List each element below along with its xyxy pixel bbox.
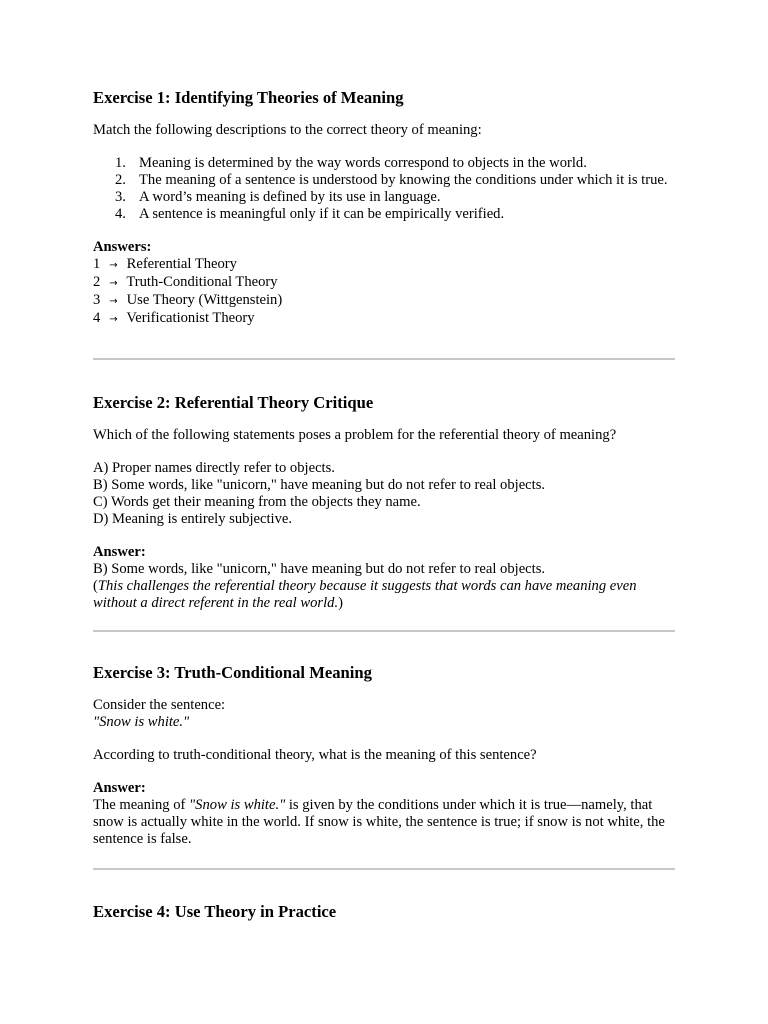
exercise-2-title: Exercise 2: Referential Theory Critique [93,393,374,412]
option-d: D) Meaning is entirely subjective. [93,511,292,527]
answer-text: B) Some words, like "unicorn," have meaning but do not refer to real objects. [93,561,546,577]
exercise-1-title: Exercise 1: Identifying Theories of Meaning [93,88,404,107]
divider [93,358,675,360]
answer-explanation: (This challenges the referential theory because it suggests that words can have meaning even without a direct referent in the real world.) [93,578,637,611]
answer-row: 4 → Verificationist Theory [93,310,255,326]
exercise-2 [93,393,675,612]
list-item: 4. A sentence is meaningful only if it can be empirically verified. [115,206,505,222]
list-item: 2. The meaning of a sentence is understood by knowing the conditions under which it is true. [115,172,668,188]
answer-row: 2 → Truth-Conditional Theory [93,274,278,290]
option-a: A) Proper names directly refer to objects. [93,460,335,476]
answer-text: The meaning of "Snow is white." is given by the conditions under which it is true—namely, that snow is actually white in the world. If snow is white, the sentence is true; if snow is not white, the sentence is false. [93,797,665,847]
answer-row: 1 → Referential Theory [93,256,237,272]
arrow-icon: → [109,278,118,289]
exercise-1-answers [93,239,675,328]
answer-label: Answer: [93,780,146,796]
option-c: C) Words get their meaning from the objects they name. [93,494,421,510]
exercise-3-question: According to truth-conditional theory, what is the meaning of this sentence? [93,747,537,763]
exercise-4 [93,902,675,922]
exercise-3-title: Exercise 3: Truth-Conditional Meaning [93,663,372,682]
exercise-3 [93,663,675,848]
exercise-1 [93,88,675,328]
arrow-icon: → [109,260,118,271]
arrow-icon: → [109,314,118,325]
option-b: B) Some words, like "unicorn," have meaning but do not refer to real objects. [93,477,546,493]
divider [93,630,675,632]
exercise-3-consider: Consider the sentence: "Snow is white." [93,697,675,731]
exercise-2-answer [93,544,675,612]
list-item: 1. Meaning is determined by the way words correspond to objects in the world. [115,155,587,171]
exercise-3-answer [93,780,675,848]
exercise-2-prompt: Which of the following statements poses a problem for the referential theory of meaning? [93,427,617,443]
divider [93,868,675,870]
answer-label: Answer: [93,544,146,560]
answers-label: Answers: [93,239,152,255]
exercise-1-list [93,155,675,223]
arrow-icon: → [109,296,118,307]
exercise-4-title: Exercise 4: Use Theory in Practice [93,902,337,921]
list-item: 3. A word’s meaning is defined by its use in language. [115,189,441,205]
exercise-1-prompt: Match the following descriptions to the correct theory of meaning: [93,122,482,138]
answer-row: 3 → Use Theory (Wittgenstein) [93,292,283,308]
example-sentence: "Snow is white." [93,714,190,730]
exercise-2-options [93,460,675,528]
